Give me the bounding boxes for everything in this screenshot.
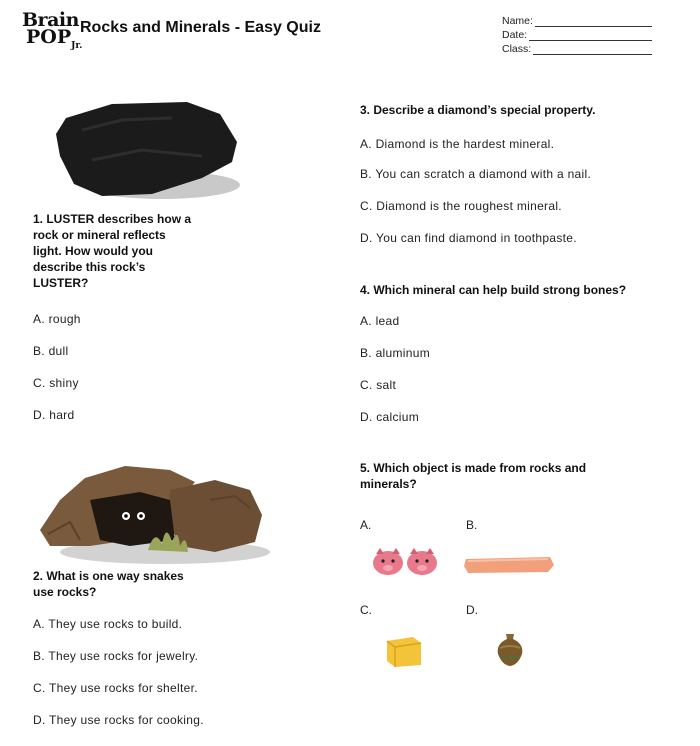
q5-label-a: A. [360,518,372,532]
q1-option-a[interactable]: A. rough [33,312,81,326]
name-label: Name: [502,15,533,27]
q2-line: use rocks? [33,585,97,599]
q2-option-d[interactable]: D. They use rocks for cooking. [33,713,204,727]
q2-option-a[interactable]: A. They use rocks to build. [33,617,183,631]
question-1-prompt [33,211,233,291]
class-field[interactable] [533,44,652,55]
q1-line: 1. LUSTER describes how a [33,212,192,226]
q5-label-d: D. [466,603,478,617]
snake-cave-image [30,460,270,565]
q2-option-b[interactable]: B. They use rocks for jewelry. [33,649,199,663]
q3-option-d[interactable]: D. You can find diamond in toothpaste. [360,231,577,245]
date-label: Date: [502,29,528,41]
date-field[interactable] [529,30,652,41]
clay-pot-icon[interactable] [494,632,526,668]
eraser-icon[interactable] [462,553,556,575]
q2-option-c[interactable]: C. They use rocks for shelter. [33,681,198,695]
logo-jr-text: Jr. [71,41,83,51]
question-4-prompt: 4. Which mineral can help build strong bones? [360,283,627,297]
page-title: Rocks and Minerals - Easy Quiz [80,19,321,36]
logo-pop-text: POP [26,26,72,48]
q5-label-b: B. [466,518,478,532]
q4-option-b[interactable]: B. aluminum [360,346,430,360]
q1-line: LUSTER? [33,276,89,290]
question-5-prompt [360,460,650,492]
q5-line: minerals? [360,477,417,491]
class-label: Class: [502,43,532,55]
q1-option-d[interactable]: D. hard [33,408,75,422]
q2-line: 2. What is one way snakes [33,569,184,583]
coal-rock-image [52,100,247,205]
student-info [502,13,652,55]
q1-line: rock or mineral reflects [33,228,166,242]
q3-option-c[interactable]: C. Diamond is the roughest mineral. [360,199,562,213]
q3-option-b[interactable]: B. You can scratch a diamond with a nail. [360,167,592,181]
question-2-prompt [33,568,233,600]
q4-option-d[interactable]: D. calcium [360,410,420,424]
q1-option-b[interactable]: B. dull [33,344,69,358]
pig-slippers-icon[interactable] [370,546,442,578]
q3-option-a[interactable]: A. Diamond is the hardest mineral. [360,137,555,151]
q4-option-c[interactable]: C. salt [360,378,397,392]
cheese-block-icon[interactable] [383,633,425,669]
question-3-prompt: 3. Describe a diamond’s special property. [360,103,596,117]
brainpop-jr-logo [22,9,83,51]
logo-brain-text: Brain [22,9,79,31]
q1-option-c[interactable]: C. shiny [33,376,79,390]
q1-line: describe this rock’s [33,260,146,274]
q5-label-c: C. [360,603,372,617]
q5-line: 5. Which object is made from rocks and [360,461,587,475]
name-field[interactable] [535,16,652,27]
q1-line: light. How would you [33,244,153,258]
q4-option-a[interactable]: A. lead [360,314,400,328]
